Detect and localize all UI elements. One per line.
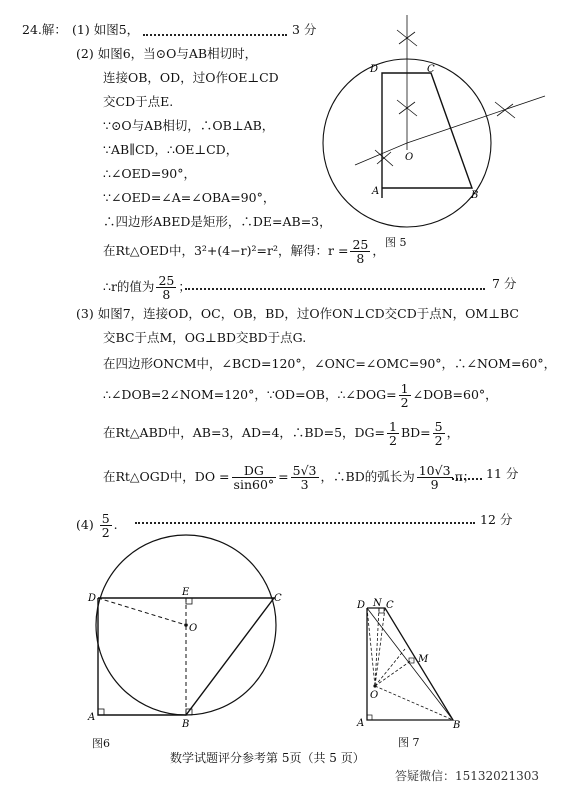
part2-line-9: 在Rt△OED中，3²+(4−r)²=r²，解得：r = $\frac{25}{8}$ ， (103, 237, 385, 266)
part2-line-7: ∵∠OED=∠A=∠OBA=90°， (103, 190, 276, 205)
dot-leader (143, 34, 287, 36)
dot-leader (135, 522, 475, 524)
part4-line: (4) $\frac{5}{2}$ . (76, 511, 118, 540)
figure-6-caption: 图6 (92, 737, 110, 750)
label-D: D (88, 593, 97, 604)
label-O: O (405, 152, 414, 163)
watermark: 答疑微信：15132021303 (395, 769, 539, 783)
part4-score: 12 分 (480, 512, 513, 527)
label-A: A (357, 718, 365, 729)
part2-line-10: ∴r的值为 $\frac{25}{8}$ ； (103, 273, 191, 302)
part3-line-4: ∴∠DOB=2∠NOM=120°，∵OD=OB，∴∠DOG= $\frac{1}{2}$ ∠DOB=60°， (103, 381, 498, 410)
label-N: N (373, 598, 382, 609)
part3-line-1: (3) 如图7，连接OD，OC，OB，BD，过O作ON⊥CD交CD于点N，OM⊥BC (76, 306, 519, 321)
figure-7-caption: 图 7 (398, 736, 420, 749)
part3-line-6: 在Rt△OGD中，DO = $\frac{DG}{\sin 60^\circ}$ = $\frac{5√3}{3}$ ，∴BD的弧长为 $\frac{10√3}{9}$ π； (103, 463, 476, 492)
part3-score: 11 分 (486, 466, 519, 481)
label-O: O (370, 690, 379, 701)
figure-5 (315, 10, 555, 250)
label-B: B (453, 720, 461, 731)
part2-line-6: ∴∠OED=90°， (103, 166, 196, 181)
part2-line-4: ∵⊙O与AB相切，∴OB⊥AB， (103, 118, 275, 133)
label-M: M (418, 654, 429, 665)
part3-line-5: 在Rt△ABD中，AB=3，AD=4，∴BD=5，DG= $\frac{1}{2}$ BD= $\frac{5}{2}$ ， (103, 419, 460, 448)
label-B: B (182, 719, 190, 730)
part2-score: 7 分 (492, 276, 517, 291)
part3-line-3: 在四边形ONCM中，∠BCD=120°，∠ONC=∠OMC=90°，∴∠NOM=60°， (103, 356, 557, 371)
label-D: D (357, 600, 366, 611)
figure-6 (88, 535, 298, 735)
question-number: 24.解： (22, 22, 67, 37)
part1-score: 3 分 (292, 22, 317, 37)
label-A: A (88, 712, 96, 723)
label-C: C (386, 600, 394, 611)
part1-line: (1) 如图5， (72, 22, 140, 37)
label-O: O (189, 623, 198, 634)
label-B: B (471, 190, 479, 201)
label-C: C (274, 593, 282, 604)
part2-line-3: 交CD于点E. (103, 94, 174, 109)
part3-line-2: 交BC于点M，OG⊥BD交BD于点G. (103, 330, 307, 345)
label-C: C (427, 64, 435, 75)
label-D: D (370, 64, 379, 75)
figure-5-caption: 图 5 (385, 236, 407, 249)
part2-line-5: ∵AB∥CD，∴OE⊥CD， (103, 142, 239, 157)
part2-line-1: (2) 如图6，当⊙O与AB相切时， (76, 46, 258, 61)
part2-line-8: ∴四边形ABED是矩形，∴DE=AB=3， (103, 214, 332, 229)
part2-line-2: 连接OB，OD，过O作OE⊥CD (103, 70, 279, 85)
page-footer: 数学试题评分参考第 5页（共 5 页） (170, 751, 365, 765)
label-E: E (182, 587, 190, 598)
dot-leader (185, 288, 485, 290)
dot-leader (452, 478, 482, 480)
label-A: A (372, 186, 380, 197)
figure-7 (355, 598, 475, 733)
